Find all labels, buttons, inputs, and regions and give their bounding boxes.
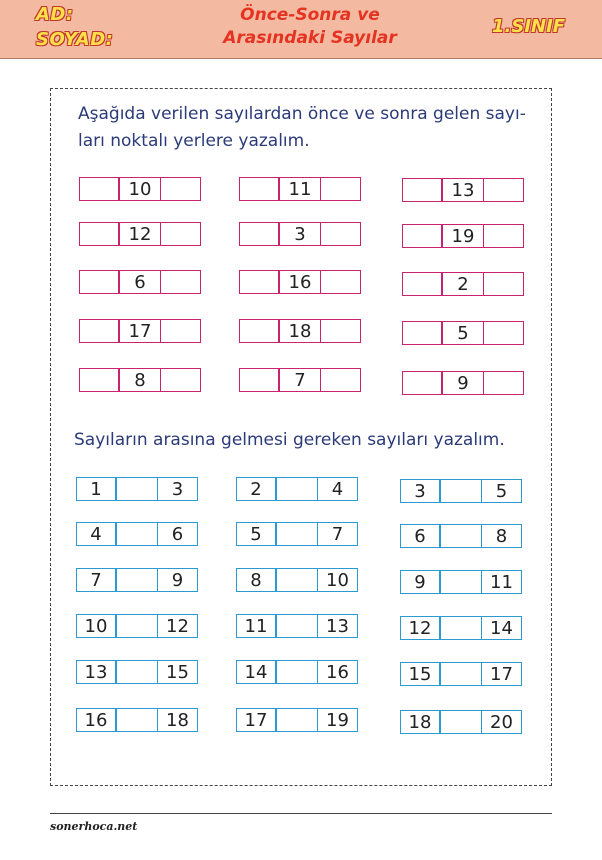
left-number: 4 bbox=[76, 522, 116, 546]
left-number: 16 bbox=[76, 708, 116, 732]
before-after-box bbox=[239, 177, 361, 201]
left-number: 8 bbox=[236, 568, 276, 592]
before-blank[interactable] bbox=[79, 222, 119, 246]
left-number: 12 bbox=[400, 616, 440, 640]
given-number: 13 bbox=[442, 178, 484, 202]
between-blank[interactable] bbox=[116, 708, 158, 732]
before-after-box bbox=[402, 178, 524, 202]
before-after-box bbox=[239, 222, 361, 246]
between-blank[interactable] bbox=[440, 570, 482, 594]
left-number: 15 bbox=[400, 662, 440, 686]
between-blank[interactable] bbox=[276, 568, 318, 592]
given-number: 2 bbox=[442, 272, 484, 296]
after-blank[interactable] bbox=[484, 272, 524, 296]
between-blank[interactable] bbox=[116, 522, 158, 546]
before-after-box bbox=[79, 319, 201, 343]
given-number: 11 bbox=[279, 177, 321, 201]
given-number: 16 bbox=[279, 270, 321, 294]
between-box bbox=[400, 479, 522, 503]
right-number: 19 bbox=[318, 708, 358, 732]
given-number: 7 bbox=[279, 368, 321, 392]
right-number: 4 bbox=[318, 477, 358, 501]
between-box bbox=[236, 522, 358, 546]
between-blank[interactable] bbox=[116, 660, 158, 684]
before-after-box bbox=[402, 371, 524, 395]
right-number: 15 bbox=[158, 660, 198, 684]
given-number: 17 bbox=[119, 319, 161, 343]
right-number: 18 bbox=[158, 708, 198, 732]
between-box bbox=[236, 708, 358, 732]
after-blank[interactable] bbox=[484, 224, 524, 248]
right-number: 17 bbox=[482, 662, 522, 686]
between-box bbox=[400, 710, 522, 734]
after-blank[interactable] bbox=[161, 270, 201, 294]
right-number: 12 bbox=[158, 614, 198, 638]
left-number: 3 bbox=[400, 479, 440, 503]
footer-site: sonerhoca.net bbox=[50, 820, 138, 833]
left-number: 2 bbox=[236, 477, 276, 501]
page-title-line2: Arasındaki Sayılar bbox=[223, 28, 397, 48]
between-blank[interactable] bbox=[276, 660, 318, 684]
given-number: 18 bbox=[279, 319, 321, 343]
before-blank[interactable] bbox=[402, 272, 442, 296]
between-box bbox=[400, 616, 522, 640]
after-blank[interactable] bbox=[321, 270, 361, 294]
right-number: 5 bbox=[482, 479, 522, 503]
surname-label: SOYAD: bbox=[36, 29, 114, 50]
given-number: 3 bbox=[279, 222, 321, 246]
right-number: 14 bbox=[482, 616, 522, 640]
given-number: 8 bbox=[119, 368, 161, 392]
given-number: 10 bbox=[119, 177, 161, 201]
right-number: 13 bbox=[318, 614, 358, 638]
name-label: AD: bbox=[36, 4, 74, 25]
before-blank[interactable] bbox=[79, 270, 119, 294]
between-blank[interactable] bbox=[440, 479, 482, 503]
between-blank[interactable] bbox=[116, 568, 158, 592]
left-number: 1 bbox=[76, 477, 116, 501]
grade-label: 1.SINIF bbox=[492, 16, 566, 37]
given-number: 12 bbox=[119, 222, 161, 246]
right-number: 3 bbox=[158, 477, 198, 501]
before-blank[interactable] bbox=[239, 222, 279, 246]
after-blank[interactable] bbox=[484, 178, 524, 202]
after-blank[interactable] bbox=[161, 177, 201, 201]
left-number: 5 bbox=[236, 522, 276, 546]
left-number: 9 bbox=[400, 570, 440, 594]
left-number: 14 bbox=[236, 660, 276, 684]
before-after-box bbox=[402, 321, 524, 345]
before-blank[interactable] bbox=[402, 371, 442, 395]
between-blank[interactable] bbox=[116, 614, 158, 638]
footer-divider bbox=[50, 813, 552, 814]
between-blank[interactable] bbox=[276, 477, 318, 501]
between-box bbox=[76, 614, 198, 638]
before-blank[interactable] bbox=[402, 224, 442, 248]
between-box bbox=[76, 477, 198, 501]
page-title-line1: Önce-Sonra ve bbox=[240, 5, 380, 25]
right-number: 9 bbox=[158, 568, 198, 592]
page-header bbox=[0, 0, 602, 59]
section2-instruction: Sayıların arasına gelmesi gereken sayıları yazalım. bbox=[74, 430, 505, 450]
section1-instruction: Aşağıda verilen sayılardan önce ve sonra gelen sayı-ları noktalı yerlere yazalım. bbox=[78, 104, 526, 151]
given-number: 6 bbox=[119, 270, 161, 294]
before-blank[interactable] bbox=[239, 270, 279, 294]
before-after-box bbox=[402, 224, 524, 248]
before-blank[interactable] bbox=[402, 178, 442, 202]
before-blank[interactable] bbox=[79, 319, 119, 343]
before-after-box bbox=[239, 319, 361, 343]
before-blank[interactable] bbox=[239, 319, 279, 343]
between-box bbox=[236, 614, 358, 638]
between-box bbox=[236, 660, 358, 684]
between-blank[interactable] bbox=[116, 477, 158, 501]
between-box bbox=[76, 568, 198, 592]
right-number: 8 bbox=[482, 524, 522, 548]
between-box bbox=[236, 477, 358, 501]
between-blank[interactable] bbox=[440, 662, 482, 686]
before-after-box bbox=[402, 272, 524, 296]
before-blank[interactable] bbox=[402, 321, 442, 345]
left-number: 6 bbox=[400, 524, 440, 548]
after-blank[interactable] bbox=[321, 222, 361, 246]
left-number: 11 bbox=[236, 614, 276, 638]
after-blank[interactable] bbox=[161, 222, 201, 246]
between-box bbox=[400, 524, 522, 548]
between-box bbox=[76, 708, 198, 732]
between-blank[interactable] bbox=[440, 710, 482, 734]
given-number: 9 bbox=[442, 371, 484, 395]
before-blank[interactable] bbox=[79, 177, 119, 201]
between-blank[interactable] bbox=[276, 614, 318, 638]
given-number: 5 bbox=[442, 321, 484, 345]
between-box bbox=[76, 522, 198, 546]
right-number: 20 bbox=[482, 710, 522, 734]
right-number: 10 bbox=[318, 568, 358, 592]
after-blank[interactable] bbox=[321, 319, 361, 343]
between-box bbox=[236, 568, 358, 592]
before-after-box bbox=[239, 270, 361, 294]
between-box bbox=[76, 660, 198, 684]
left-number: 17 bbox=[236, 708, 276, 732]
after-blank[interactable] bbox=[484, 371, 524, 395]
right-number: 11 bbox=[482, 570, 522, 594]
after-blank[interactable] bbox=[321, 368, 361, 392]
before-after-box bbox=[239, 368, 361, 392]
given-number: 19 bbox=[442, 224, 484, 248]
right-number: 16 bbox=[318, 660, 358, 684]
before-after-box bbox=[79, 270, 201, 294]
right-number: 6 bbox=[158, 522, 198, 546]
before-blank[interactable] bbox=[239, 177, 279, 201]
left-number: 13 bbox=[76, 660, 116, 684]
before-after-box bbox=[79, 222, 201, 246]
between-blank[interactable] bbox=[440, 616, 482, 640]
between-blank[interactable] bbox=[276, 708, 318, 732]
left-number: 18 bbox=[400, 710, 440, 734]
between-blank[interactable] bbox=[440, 524, 482, 548]
after-blank[interactable] bbox=[321, 177, 361, 201]
before-after-box bbox=[79, 177, 201, 201]
before-blank[interactable] bbox=[79, 368, 119, 392]
between-box bbox=[400, 662, 522, 686]
left-number: 10 bbox=[76, 614, 116, 638]
after-blank[interactable] bbox=[161, 319, 201, 343]
before-after-box bbox=[79, 368, 201, 392]
between-blank[interactable] bbox=[276, 522, 318, 546]
after-blank[interactable] bbox=[484, 321, 524, 345]
after-blank[interactable] bbox=[161, 368, 201, 392]
between-box bbox=[400, 570, 522, 594]
before-blank[interactable] bbox=[239, 368, 279, 392]
right-number: 7 bbox=[318, 522, 358, 546]
left-number: 7 bbox=[76, 568, 116, 592]
